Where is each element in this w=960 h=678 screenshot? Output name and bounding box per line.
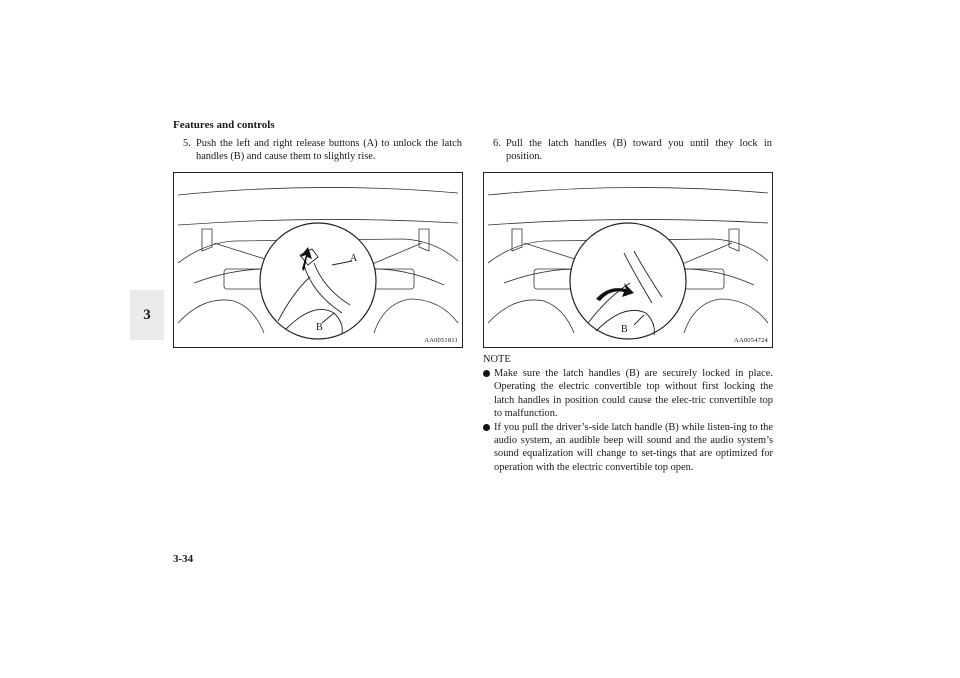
note-item <box>483 421 773 475</box>
step-6-number: 6. <box>493 138 501 149</box>
section-header: Features and controls <box>173 119 275 131</box>
figure-code: AA0054724 <box>734 337 768 344</box>
figure-latch-handles <box>483 172 773 348</box>
chapter-tab <box>130 290 164 340</box>
callout-a: A <box>350 253 358 264</box>
figure-release-buttons <box>173 172 463 348</box>
chapter-tab-label: 3 <box>143 306 151 323</box>
note-list <box>483 367 773 474</box>
step-5-number: 5. <box>183 138 191 149</box>
step-5-text: Push the left and right release buttons (A) to unlock the latch handles (B) and cause them to slightly rise. <box>196 138 462 163</box>
latch-handles-illustration <box>484 173 772 347</box>
step-6-text: Pull the latch handles (B) toward you until they lock in position. <box>506 138 772 163</box>
figure-code: AA0051811 <box>424 337 458 344</box>
callout-b: B <box>621 324 628 335</box>
bullet-icon <box>483 370 490 377</box>
release-buttons-illustration <box>174 173 462 347</box>
note-item-text: Make sure the latch handles (B) are securely locked in place. Operating the electric convertible top without first locking the latch handles in position could cause the elec-tric convertible top to malfunction. <box>494 368 773 420</box>
step-6 <box>493 137 772 164</box>
note-label: NOTE <box>483 354 511 365</box>
callout-b: B <box>316 322 323 333</box>
bullet-icon <box>483 424 490 431</box>
page-number: 3-34 <box>173 553 194 565</box>
step-5 <box>183 137 462 164</box>
note-item <box>483 367 773 421</box>
note-item-text: If you pull the driver’s-side latch handle (B) while listen-ing to the audio system, an audible beep will sound and the audio system’s sound equalization will change to set-tings that are optimized for operation with the electric convertible top open. <box>494 421 773 473</box>
